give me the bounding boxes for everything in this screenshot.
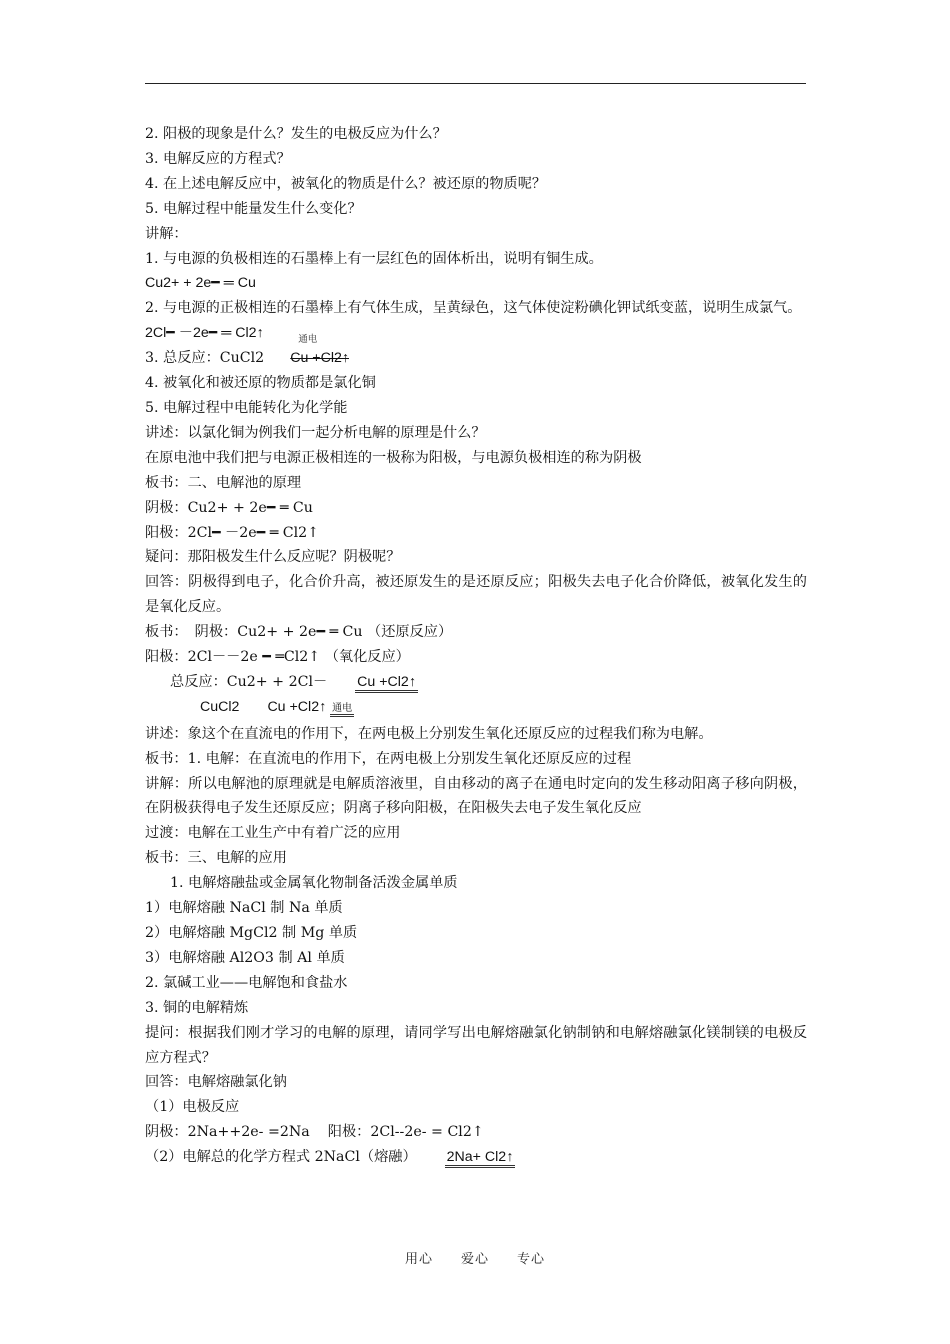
electrolysis-condition bbox=[290, 334, 349, 371]
board-definition: 板书：1. 电解：在直流电的作用下，在两电极上分别发生氧化还原反应的过程 bbox=[145, 750, 632, 767]
application-3: 3. 铜的电解精炼 bbox=[145, 999, 249, 1016]
condition-label: 通电 bbox=[298, 334, 318, 346]
application-1: 1. 电解熔融盐或金属氧化物制备活泼金属单质 bbox=[170, 875, 458, 892]
question-5: 5. 电解过程中能量发生什么变化？ bbox=[145, 200, 362, 217]
transition: 过渡：电解在工业生产中有着广泛的应用 bbox=[145, 825, 401, 842]
board-heading-3: 板书：三、电解的应用 bbox=[145, 850, 287, 867]
question-2: 2. 阳极的现象是什么？发生的电极反应为什么？ bbox=[145, 126, 447, 142]
board-anode: 阳极：2Cl━ －2e━ ═ Cl2↑ bbox=[145, 524, 320, 541]
equation-cathode-1: Cu2+ + 2e━ ═ Cu bbox=[145, 275, 256, 292]
application-1-1: 1）电解熔融 NaCl 制 Na 单质 bbox=[145, 900, 343, 917]
answer-heading: 回答：电解熔融氯化钠 bbox=[145, 1074, 287, 1091]
ionic-products: Cu +Cl2↑ bbox=[355, 674, 418, 693]
anode-reaction: 阳极：2Cl--2e- = Cl2↑ bbox=[327, 1124, 484, 1141]
narration-electrolysis: 讲述：象这个在直流电的作用下，在两电极上分别发生氧化还原反应的过程我们称为电解。 bbox=[145, 725, 713, 742]
total-reaction-products: Cu +Cl2↑ bbox=[290, 350, 349, 367]
molecular-products: Cu +Cl2↑ bbox=[267, 698, 327, 715]
explanation-heading: 讲解： bbox=[145, 225, 188, 242]
page-footer: 用心 爱心 专心 bbox=[404, 1252, 545, 1267]
explanation-1: 1. 与电源的负极相连的石墨棒上有一层红色的固体析出，说明有铜生成。 bbox=[145, 250, 603, 267]
application-1-2: 2）电解熔融 MgCl2 制 Mg 单质 bbox=[145, 925, 358, 941]
answer-part-2 bbox=[145, 1145, 807, 1170]
cathode-reaction: 阴极：2Na++2e- =2Na bbox=[145, 1124, 310, 1141]
answer-part-1: （1）电极反应 bbox=[145, 1099, 240, 1116]
explanation-principle: 讲解：所以电解池的原理就是电解质溶液里，自由移动的离子在通电时定向的发生移动阳离子移向阴极，在阴极获得电子发生还原反应；阴离子移向阳极，在阳极失去电子发生氧化反应 bbox=[145, 775, 807, 817]
question-3: 3. 电解反应的方程式？ bbox=[145, 150, 291, 167]
narration-1: 讲述：以氯化铜为例我们一起分析电解的原理是什么？ bbox=[145, 424, 486, 441]
electrode-reactions bbox=[145, 1120, 807, 1145]
ionic-reactants: 总反应：Cu2+ + 2Cl－ bbox=[170, 673, 328, 690]
board-cathode: 阴极：Cu2+ + 2e━ ═ Cu bbox=[145, 499, 313, 516]
overall-equation-products: 2Na+ Cl2↑ bbox=[445, 1149, 516, 1168]
doubt-question: 疑问：那阳极发生什么反应呢？阴极呢？ bbox=[145, 549, 401, 566]
explanation-4: 4. 被氧化和被还原的物质都是氯化铜 bbox=[145, 375, 376, 392]
board-total-molecular bbox=[145, 695, 807, 722]
explanation-2: 2. 与电源的正极相连的石墨棒上有气体生成，呈黄绿色，这气体使淀粉碘化钾试纸变蓝，说明生成氯气。 bbox=[145, 300, 802, 317]
overall-equation-label: （2）电解总的化学方程式 2NaCl（熔融） bbox=[145, 1149, 417, 1166]
board-anode-oxidation: 阳极：2Cl－－2e ━ ═Cl2↑ （氧化反应） bbox=[145, 649, 410, 666]
application-1-3: 3）电解熔融 Al2O3 制 Al 单质 bbox=[145, 949, 345, 966]
question-4: 4. 在上述电解反应中，被氧化的物质是什么？被还原的物质呢？ bbox=[145, 175, 547, 192]
document-body bbox=[145, 122, 807, 1170]
total-reaction-line bbox=[145, 334, 807, 371]
molecular-reactant: CuCl2 bbox=[200, 698, 240, 715]
narration-2: 在原电池中我们把与电源正极相连的一极称为阳极，与电源负极相连的称为阴极 bbox=[145, 449, 642, 466]
header-rule bbox=[145, 83, 806, 84]
board-heading-2: 板书：二、电解池的原理 bbox=[145, 474, 302, 491]
explanation-5: 5. 电解过程中电能转化为化学能 bbox=[145, 399, 348, 416]
question-prompt: 提问：根据我们刚才学习的电解的原理，请同学写出电解熔融氯化钠制钠和电解熔融氯化镁制镁的电极反应方程式？ bbox=[145, 1024, 807, 1066]
total-reaction-label: 3. 总反应：CuCl2 bbox=[145, 350, 265, 367]
board-cathode-reduction: 板书： 阴极：Cu2+ + 2e━ ═ Cu （还原反应） bbox=[145, 624, 453, 641]
molecular-condition: 通电 bbox=[330, 703, 354, 717]
equation-anode-1: 2Cl━ －2e━ ═ Cl2↑ bbox=[145, 325, 264, 342]
answer-paragraph: 回答：阴极得到电子，化合价升高，被还原发生的是还原反应；阳极失去电子化合价降低，被氧化发生的是氧化反应。 bbox=[145, 574, 807, 616]
board-total-ionic bbox=[145, 670, 807, 695]
application-2: 2. 氯碱工业——电解饱和食盐水 bbox=[145, 974, 348, 991]
